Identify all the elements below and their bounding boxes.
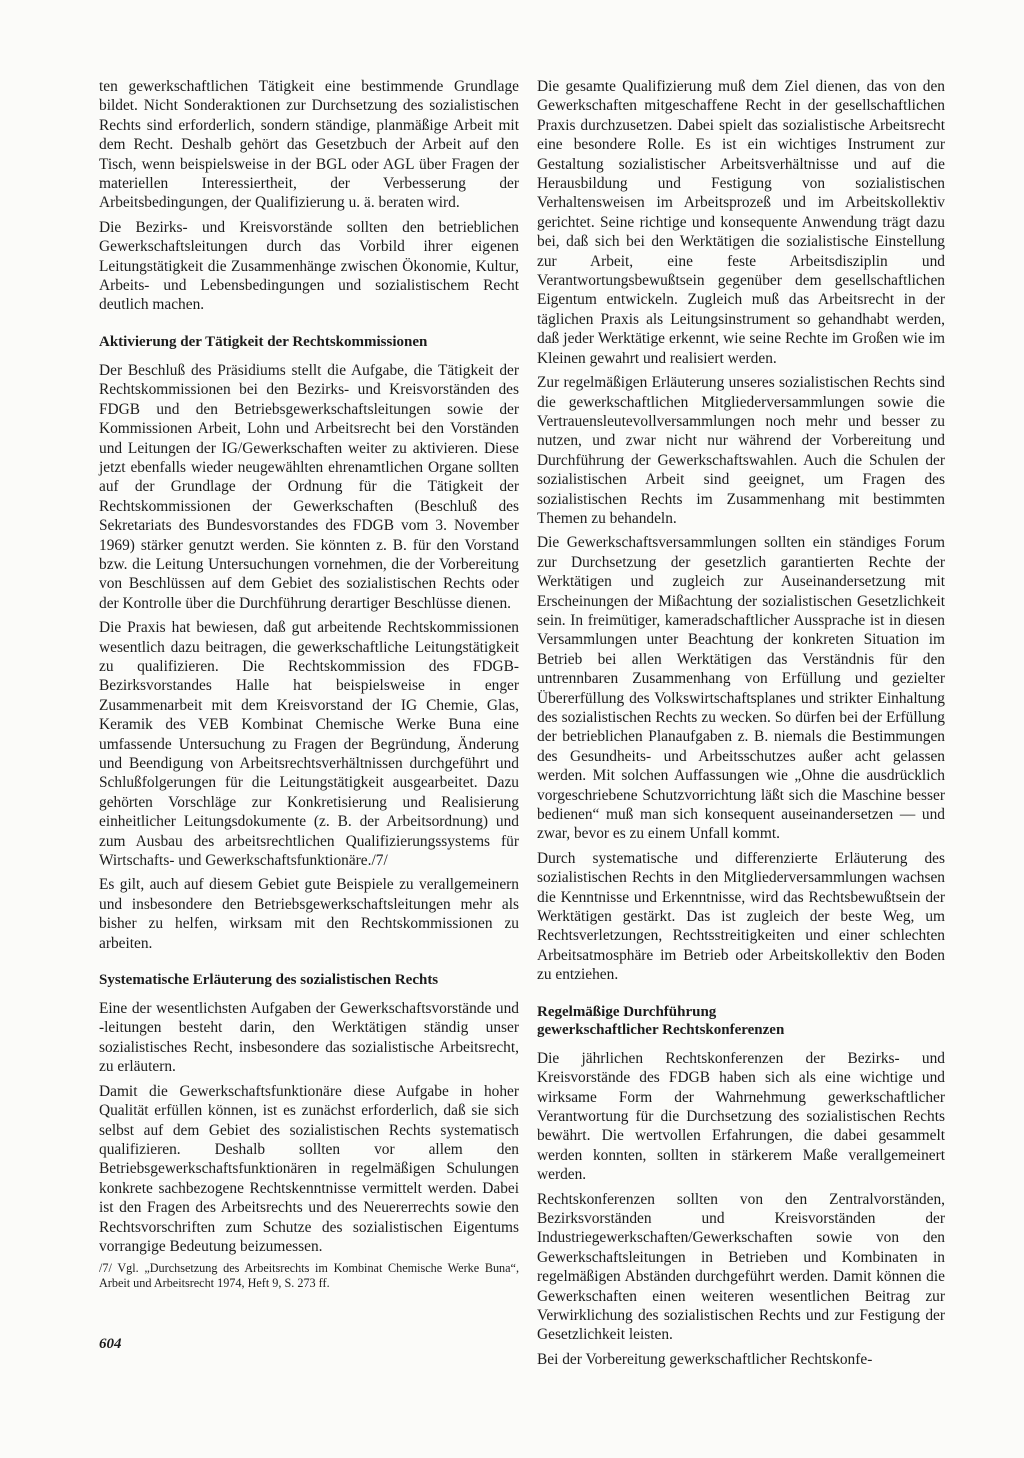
- paragraph: Durch systematische und differenzierte Erläuterung des sozialistischen Rechts in den Mitgliederversammlungen wachsen die Kenntnisse und Erkenntnisse, wird das Rechtsbewußtsein der Werktätigen gestärkt. Das ist zugleich der beste Weg, um Rechtsverletzungen, Rechtsstreitigkeiten und einer schlechten Arbeitsatmosphäre im Betrieb oder Arbeitskollektiv den Boden zu entziehen.: [537, 849, 945, 984]
- paragraph: Die gesamte Qualifizierung muß dem Ziel dienen, das von den Gewerkschaften mitgeschaffene Recht in der gesellschaftlichen Praxis durchzusetzen. Dabei spielt das sozialistische Arbeitsrecht eine besondere Rolle. Es ist ein wichtiges Instrument zur Gestaltung sozialistischer Arbeitsverhältnisse und auf die Herausbildung und Festigung von sozialistischen Verhaltensweisen im Arbeitsprozeß und im Arbeitskollektiv gerichtet. Seine richtige und konsequente Anwendung trägt dazu bei, daß sich bei den Werktätigen die sozialistische Einstellung zur Arbeit, eine feste Arbeitsdisziplin und Verantwortungsbewußtsein gegenüber dem gesellschaftlichen Eigentum entwickeln. Zugleich muß das Arbeitsrecht in der täglichen Praxis als Leitungsinstrument so gehandhabt werden, daß jeder Werktätige erkennt, wie seine Rechte im Großen wie im Kleinen gewahrt und realisiert werden.: [537, 78, 945, 367]
- paragraph: Die Praxis hat bewiesen, daß gut arbeitende Rechtskommissionen wesentlich dazu beitragen, die gewerkschaftliche Leitungstätigkeit zu qualifizieren. Die Rechtskommission des FDGB-Bezirksvorstandes Halle hat beispielsweise in enger Zusammenarbeit mit dem Kreisvorstand der IG Chemie, Glas, Keramik des VEB Kombinat Chemische Werke Buna eine umfassende Untersuchung zu Fragen der Begründung, Änderung und Beendigung von Arbeitsrechtsverhältnissen durchgeführt und Schlußfolgerungen für die Leitungstätigkeit ausgearbeitet. Dazu gehörten Vorschläge zur Konkretisierung und Realisierung einheitlicher Leitungsdokumente (z. B. der Arbeitsordnung) und zum Ausbau des arbeitsrechtlichen Qualifizierungssystems für Wirtschafts- und Gewerkschaftsfunktionäre./7/: [99, 619, 519, 870]
- section-heading: Systematische Erläuterung des sozialistischen Rechts: [99, 972, 439, 989]
- section-heading-line: Regelmäßige Durchführung: [537, 1003, 717, 1020]
- left-column: [99, 77, 519, 1296]
- paragraph: ten gewerkschaftlichen Tätigkeit eine bestimmende Grundlage bildet. Nicht Sonderaktionen zur Durchsetzung des sozialistischen Rechts sind erforderlich, sondern ständige, planmäßige Arbeit mit dem Recht. Deshalb gehört das Gesetzbuch der Arbeit auf den Tisch, wenn beispielsweise in der BGL oder AGL über Fragen der materiellen Interessiertheit, der Verbesserung der Arbeitsbedingungen, der Qualifizierung u. ä. beraten wird.: [99, 78, 519, 212]
- section-heading: Aktivierung der Tätigkeit der Rechtskommissionen: [99, 333, 428, 350]
- paragraph: Der Beschluß des Präsidiums stellt die Aufgabe, die Tätigkeit der Rechtskommissionen bei den Bezirks- und Kreisvorständen des FDGB und den Betriebsgewerkschaftsleitungen sowie der Kommissionen Arbeit, Lohn und Arbeitsrecht bei den Vorständen und Leitungen der IG/Gewerkschaften weiter zu aktivieren. Diese jetzt ebenfalls wieder neugewählten ehrenamtlichen Organe sollten auf der Grundlage der Ordnung für die Tätigkeit der Rechtskommissionen der Gewerkschaften (Beschluß des Sekretariats des Bundesvorstandes des FDGB vom 3. November 1969) stärker genutzt werden. Sie könnten z. B. für den Vorstand bzw. die Leitung Untersuchungen vornehmen, die der Vorbereitung von Beschlüssen auf dem Gebiet des sozialistischen Rechts oder der Kontrolle über die Durchführung derartiger Beschlüsse dienen.: [99, 361, 519, 612]
- section-heading-line: gewerkschaftlicher Rechtskonferenzen: [537, 1021, 785, 1038]
- footnote: /7/ Vgl. „Durchsetzung des Arbeitsrechts im Kombinat Chemische Werke Buna“, Arbeit und Arbeitsrecht 1974, Heft 9, S. 273 ff.: [99, 1261, 519, 1290]
- paragraph: Rechtskonferenzen sollten von den Zentralvorständen, Bezirksvorständen und Kreisvorständen der Industriegewerkschaften/Gewerkschaften sowie von den Gewerkschaftsleitungen in Betrieben und Kombinaten in regelmäßigen Abständen durchgeführt werden. Damit können die Gewerkschaften einen weiteren wesentlichen Beitrag zur Verwirklichung des sozialistischen Rechts und zur Festigung der Gesetzlichkeit leisten.: [537, 1190, 945, 1344]
- paragraph: Die jährlichen Rechtskonferenzen der Bezirks- und Kreisvorstände des FDGB haben sich als eine wichtige und wirksame Form der Wahrnehmung gewerkschaftlicher Verantwortung für die Durchsetzung des sozialistischen Rechts bewährt. Die wertvollen Erfahrungen, die dabei gesammelt werden konnten, sollten in stärkerem Maße verallgemeinert werden.: [537, 1049, 945, 1184]
- paragraph: Die Gewerkschaftsversammlungen sollten ein ständiges Forum zur Durchsetzung der gesetzlich garantierten Rechte der Werktätigen und zugleich zur Auseinandersetzung mit Erscheinungen der Mißachtung der sozialistischen Gesetzlichkeit sein. In freimütiger, kameradschaftlicher Aussprache ist in diesen Versammlungen unter Beachtung der konkreten Situation im Betrieb bei allen Werktätigen das Verständnis für den untrennbaren Zusammenhang von Erfüllung und gezielter Übererfüllung des Volkswirtschaftsplanes und strikter Einhaltung des sozialistischen Rechts zu wecken. So dürfen bei der Erfüllung der betrieblichen Planaufgaben z. B. niemals die Bestimmungen des Gesundheits- und Arbeitsschutzes außer acht gelassen werden. Mit solchen Auffassungen wie „Ohne die ausdrücklich vorgeschriebene Schutzvorrichtung läßt sich die Maschine besser bedienen“ muß man sich konsequent auseinandersetzen — und zwar, bevor es zu einem Unfall kommt.: [537, 534, 945, 843]
- paragraph: Die Bezirks- und Kreisvorstände sollten den betrieblichen Gewerkschaftsleitungen durch das Vorbild ihrer eigenen Leitungstätigkeit die Zusammenhänge zwischen Ökonomie, Kultur, Arbeits- und Lebensbedingungen und sozialistischem Recht deutlich machen.: [99, 218, 519, 314]
- paragraph: Bei der Vorbereitung gewerkschaftlicher Rechtskonfe-: [537, 1350, 873, 1368]
- right-column: [537, 77, 945, 1374]
- paragraph: Eine der wesentlichsten Aufgaben der Gewerkschaftsvorstände und -leitungen besteht darin, den Werktätigen ständig unser sozialistisches Recht, insbesondere das sozialistische Arbeitsrecht, zu erläutern.: [99, 1000, 519, 1076]
- section-heading: [537, 1003, 945, 1039]
- paragraph: Damit die Gewerkschaftsfunktionäre diese Aufgabe in hoher Qualität erfüllen können, ist es zunächst erforderlich, daß sie sich selbst auf dem Gebiet des sozialistischen Rechts systematisch qualifizieren. Deshalb sollten vor allem den Betriebsgewerkschaftsfunktionären in regelmäßigen Schulungen konkrete sachbezogene Rechtskenntnisse vermittelt werden. Dabei ist den Fragen des Arbeitsrechts und des Neuererrechts sowie den Rechtsvorschriften zum Schutze des sozialistischen Eigentums vorrangige Bedeutung beizumessen.: [99, 1082, 519, 1255]
- page-number: 604: [99, 1336, 122, 1352]
- paragraph: Es gilt, auch auf diesem Gebiet gute Beispiele zu verallgemeinern und insbesondere den Betriebsgewerkschaftsleitungen mehr als bisher zu helfen, wirksam mit den Rechtskommissionen zu arbeiten.: [99, 876, 519, 952]
- paragraph: Zur regelmäßigen Erläuterung unseres sozialistischen Rechts sind die gewerkschaftlichen Mitgliederversammlungen sowie die Vertrauensleutevollversammlungen noch mehr und besser zu nutzen, und zwar nicht nur während der Vorbereitung und Durchführung der Gewerkschaftswahlen. Auch die Schulen der sozialistischen Arbeit sind geeignet, um Fragen des sozialistischen Rechts im Zusammenhang mit bestimmten Themen zu behandeln.: [537, 374, 945, 527]
